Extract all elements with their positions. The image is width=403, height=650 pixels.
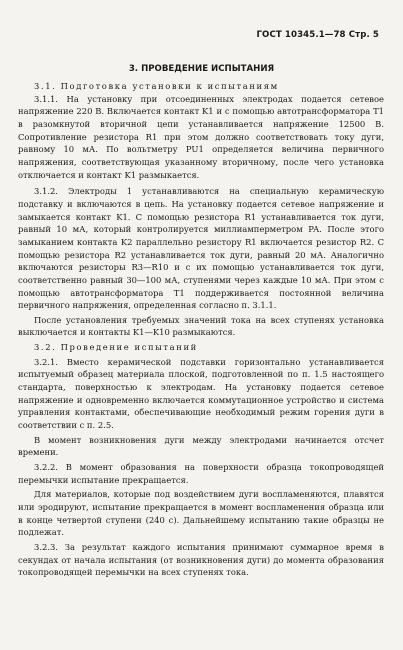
paragraph-3-1-2: 3.1.2. Электроды 1 устанавливаются на специальную керамическую подставку и включаются в цепь. На установку подается сетевое напряжение и замыкается контакт K1. С помощью резистора R1 устанавливается ток дуги, равный 10 мА, который контролируется миллиамперметром PA. После этого замыканием контакта K2 параллельно резистору R1 включается резистор R2. С помощью резистора R2 устанавливается ток дуги, равный 20 мА. Аналогично включаются резисторы R3—R10 и с их помощью устанавливается ток дуги, соответственно равный 30—100 мА, ступенями через каждые 10 мА. При этом с помощью автотрансформатора T1 поддерживается постоянной величина первичного напряжения, определенная согласно п. 3.1.1. (18, 186, 384, 311)
subsection-heading-3-2: 3.2. Проведение испытаний (34, 342, 198, 353)
page-header: ГОСТ 10345.1—78 Стр. 5 (256, 30, 379, 40)
paragraph-after-3-2-1: В момент возникновения дуги между электродами начинается отсчет времени. (18, 434, 384, 458)
subsection-heading-3-1: 3.1. Подготовка установки к испытаниям (34, 81, 279, 91)
paragraph-3-2-2: 3.2.2. В момент образования на поверхности образца токопроводящей перемычки испытание прекращается. (18, 462, 384, 485)
document-body (18, 80, 384, 579)
section-title: 3. ПРОВЕДЕНИЕ ИСПЫТАНИЯ (128, 64, 275, 74)
paragraph-after-3-2-2: Для материалов, которые под воздействием дуги воспламеняются, плавятся или эродируют, испытание прекращается в момент воспламенения образца или в конце четвертой ступени (240 с). Дальнейшему испытанию такие образцы не подлежат. (18, 489, 384, 538)
paragraph-3-2-3: 3.2.3. За результат каждого испытания принимают суммарное время в секундах от начала испытания (от возникновения дуги) до момента образования токопроводящей перемычки на всех ступенях тока. (18, 541, 384, 578)
paragraph-after-3-1-2: После установления требуемых значений тока на всех ступенях установка выключается и контакты K1—K10 размыкаются. (18, 314, 384, 338)
paragraph-3-1-1: 3.1.1. На установку при отсоединенных электродах подается сетевое напряжение 220 В. Включается контакт K1 и с помощью автотрансформатора T1 в разомкнутой вторичной цепи устанавливается напряжение 12500 В. Сопротивление резистора R1 при этом должно соответствовать току дуги, равному 10 мА. По вольтметру PU1 определяется величина первичного напряжения, соответствующая указанному вторичному, после чего установка отключается и контакт K1 размыкается. (18, 93, 384, 180)
paragraph-3-2-1: 3.2.1. Вместо керамической подставки горизонтально устанавливается испытуемый образец материала плоской, подготовленной по п. 1.5 настоящего стандарта, поверхностью к электродам. На установку подается сетевое напряжение и одновременно включается коммутационное устройство и система управления контактами, обеспечивающие необходимый режим горения дуги в соответствии с п. 2.5. (18, 356, 384, 431)
